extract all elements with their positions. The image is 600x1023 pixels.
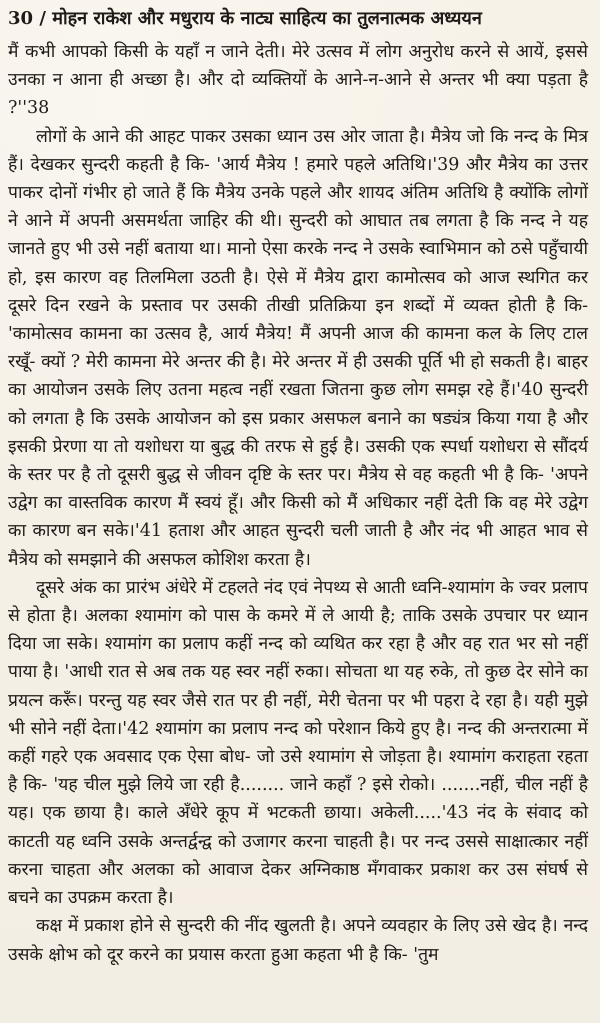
paragraph-1: मैं कभी आपको किसी के यहाँ न जाने देती। मेरे उत्सव में लोग अनुरोध करने से आयें, इससे उनका न आना ही अच्छा है। और दो व्यक्तियों के आने-न-आने से अन्तर भी क्या पड़ता है ?''38 bbox=[8, 42, 588, 119]
paragraph-2: लोगों के आने की आहट पाकर उसका ध्यान उस ओर जाता है। मैत्रेय जो कि नन्द के मित्र हैं। देखकर सुन्दरी कहती है कि- 'आर्य मैत्रेय ! हमारे पहले अतिथि।'39 और मैत्रेय का उत्तर पाकर दोनों गंभीर हो जाते हैं कि मैत्रेय उनके पहले और शायद अंतिम अतिथि है क्योंकि लोगों ने आने में अपनी असमर्थता जाहिर की थी। सुन्दरी को आघात तब लगता है कि नन्द ने यह जानते हुए भी उसे नहीं बताया था। मानो ऐसा करके नन्द ने उसके स्वाभिमान को ठसे पहुँचायी हो, इस कारण वह तिलमिला उठती है। ऐसे में मैत्रेय द्वारा कामोत्सव को आज स्थगित कर दूसरे दिन रखने के प्रस्ताव पर उसकी तीखी प्रतिक्रिया इन शब्दों में व्यक्त होती है कि- 'कामोत्सव कामना का उत्सव है, आर्य मैत्रेय! मैं अपनी आज की कामना कल के लिए टाल रखूँ- क्यों ? मेरी कामना मेरे अन्तर की है। मेरे अन्तर में ही उसकी पूर्ति भी हो सकती है। बाहर का आयोजन उसके लिए उतना महत्व नहीं रखता जितना कुछ लोग समझ रहे हैं।'40 सुन्दरी को लगता है कि उसके आयोजन को इस प्रकार असफल बनाने का षड्यंत्र किया गया है और इसकी प्रेरणा या तो यशोधरा या बुद्ध की तरफ से हुई है। उसकी एक स्पर्धा यशोधरा से सौंदर्य के स्तर पर है तो दूसरी बुद्ध से जीवन दृष्टि के स्तर पर। मैत्रेय से वह कहती भी है कि- 'अपने उद्वेग का वास्तविक कारण मैं स्वयं हूँ। और किसी को मैं अधिकार नहीं देती कि वह मेरे उद्वेग का कारण बन सके।'41 हताश और आहत सुन्दरी चली जाती है और नंद भी आहत भाव से मैत्रेय को समझाने की असफल कोशिश करता है। bbox=[8, 126, 588, 570]
page-body bbox=[8, 38, 588, 969]
book-title: मोहन राकेश और मधुराय के नाट्य साहित्य का तुलनात्मक अध्ययन bbox=[52, 8, 482, 29]
paragraph-3: दूसरे अंक का प्रारंभ अंधेरे में टहलते नंद एवं नेपथ्य से आती ध्वनि-श्यामांग के ज्वर प्रलाप से होता है। अलका श्यामांग को पास के कमरे में ले आयी है; ताकि उसके उपचार पर ध्यान दिया जा सके। श्यामांग का प्रलाप कहीं नन्द को व्यथित कर रहा है और वह रात भर सो नहीं पाया है। 'आधी रात से अब तक यह स्वर नहीं रुका। सोचता था यह रुके, तो कुछ देर सोने का प्रयत्न करूँ। परन्तु यह स्वर जैसे रात पर ही नहीं, मेरी चेतना पर भी पहरा दे रहा है। यही मुझे भी सोने नहीं देता।'42 श्यामांग का प्रलाप नन्द को परेशान किये हुए है। नन्द की अन्तरात्मा में कहीं गहरे एक अवसाद एक ऐसा बोध- जो उसे श्यामांग से जोड़ता है। श्यामांग कराहता रहता है कि- 'यह चील मुझे लिये जा रही है........ जाने कहाँ ? इसे रोको। .......नहीं, चील नहीं है यह। एक छाया है। काले अँधेरे कूप में भटकती छाया। अकेली.....'43 नंद के संवाद को काटती यह ध्वनि उसके अन्तर्द्वन्द्व को उजागर करना चाहती है। पर नन्द उससे साक्षात्कार नहीं करना चाहता और अलका को आवाज देकर अग्निकाष्ठ मँगवाकर प्रकाश कर उस संघर्ष से बचने का उपक्रम करता है। bbox=[8, 577, 588, 909]
page-number: 30 bbox=[8, 8, 34, 29]
running-header bbox=[8, 8, 588, 30]
paragraph-4: कक्ष में प्रकाश होने से सुन्दरी की नींद खुलती है। अपने व्यवहार के लिए उसे खेद है। नन्द उसके क्षोभ को दूर करने का प्रयास करता हुआ कहता भी है कि- 'तुम bbox=[8, 916, 588, 965]
header-separator: / bbox=[39, 8, 46, 29]
